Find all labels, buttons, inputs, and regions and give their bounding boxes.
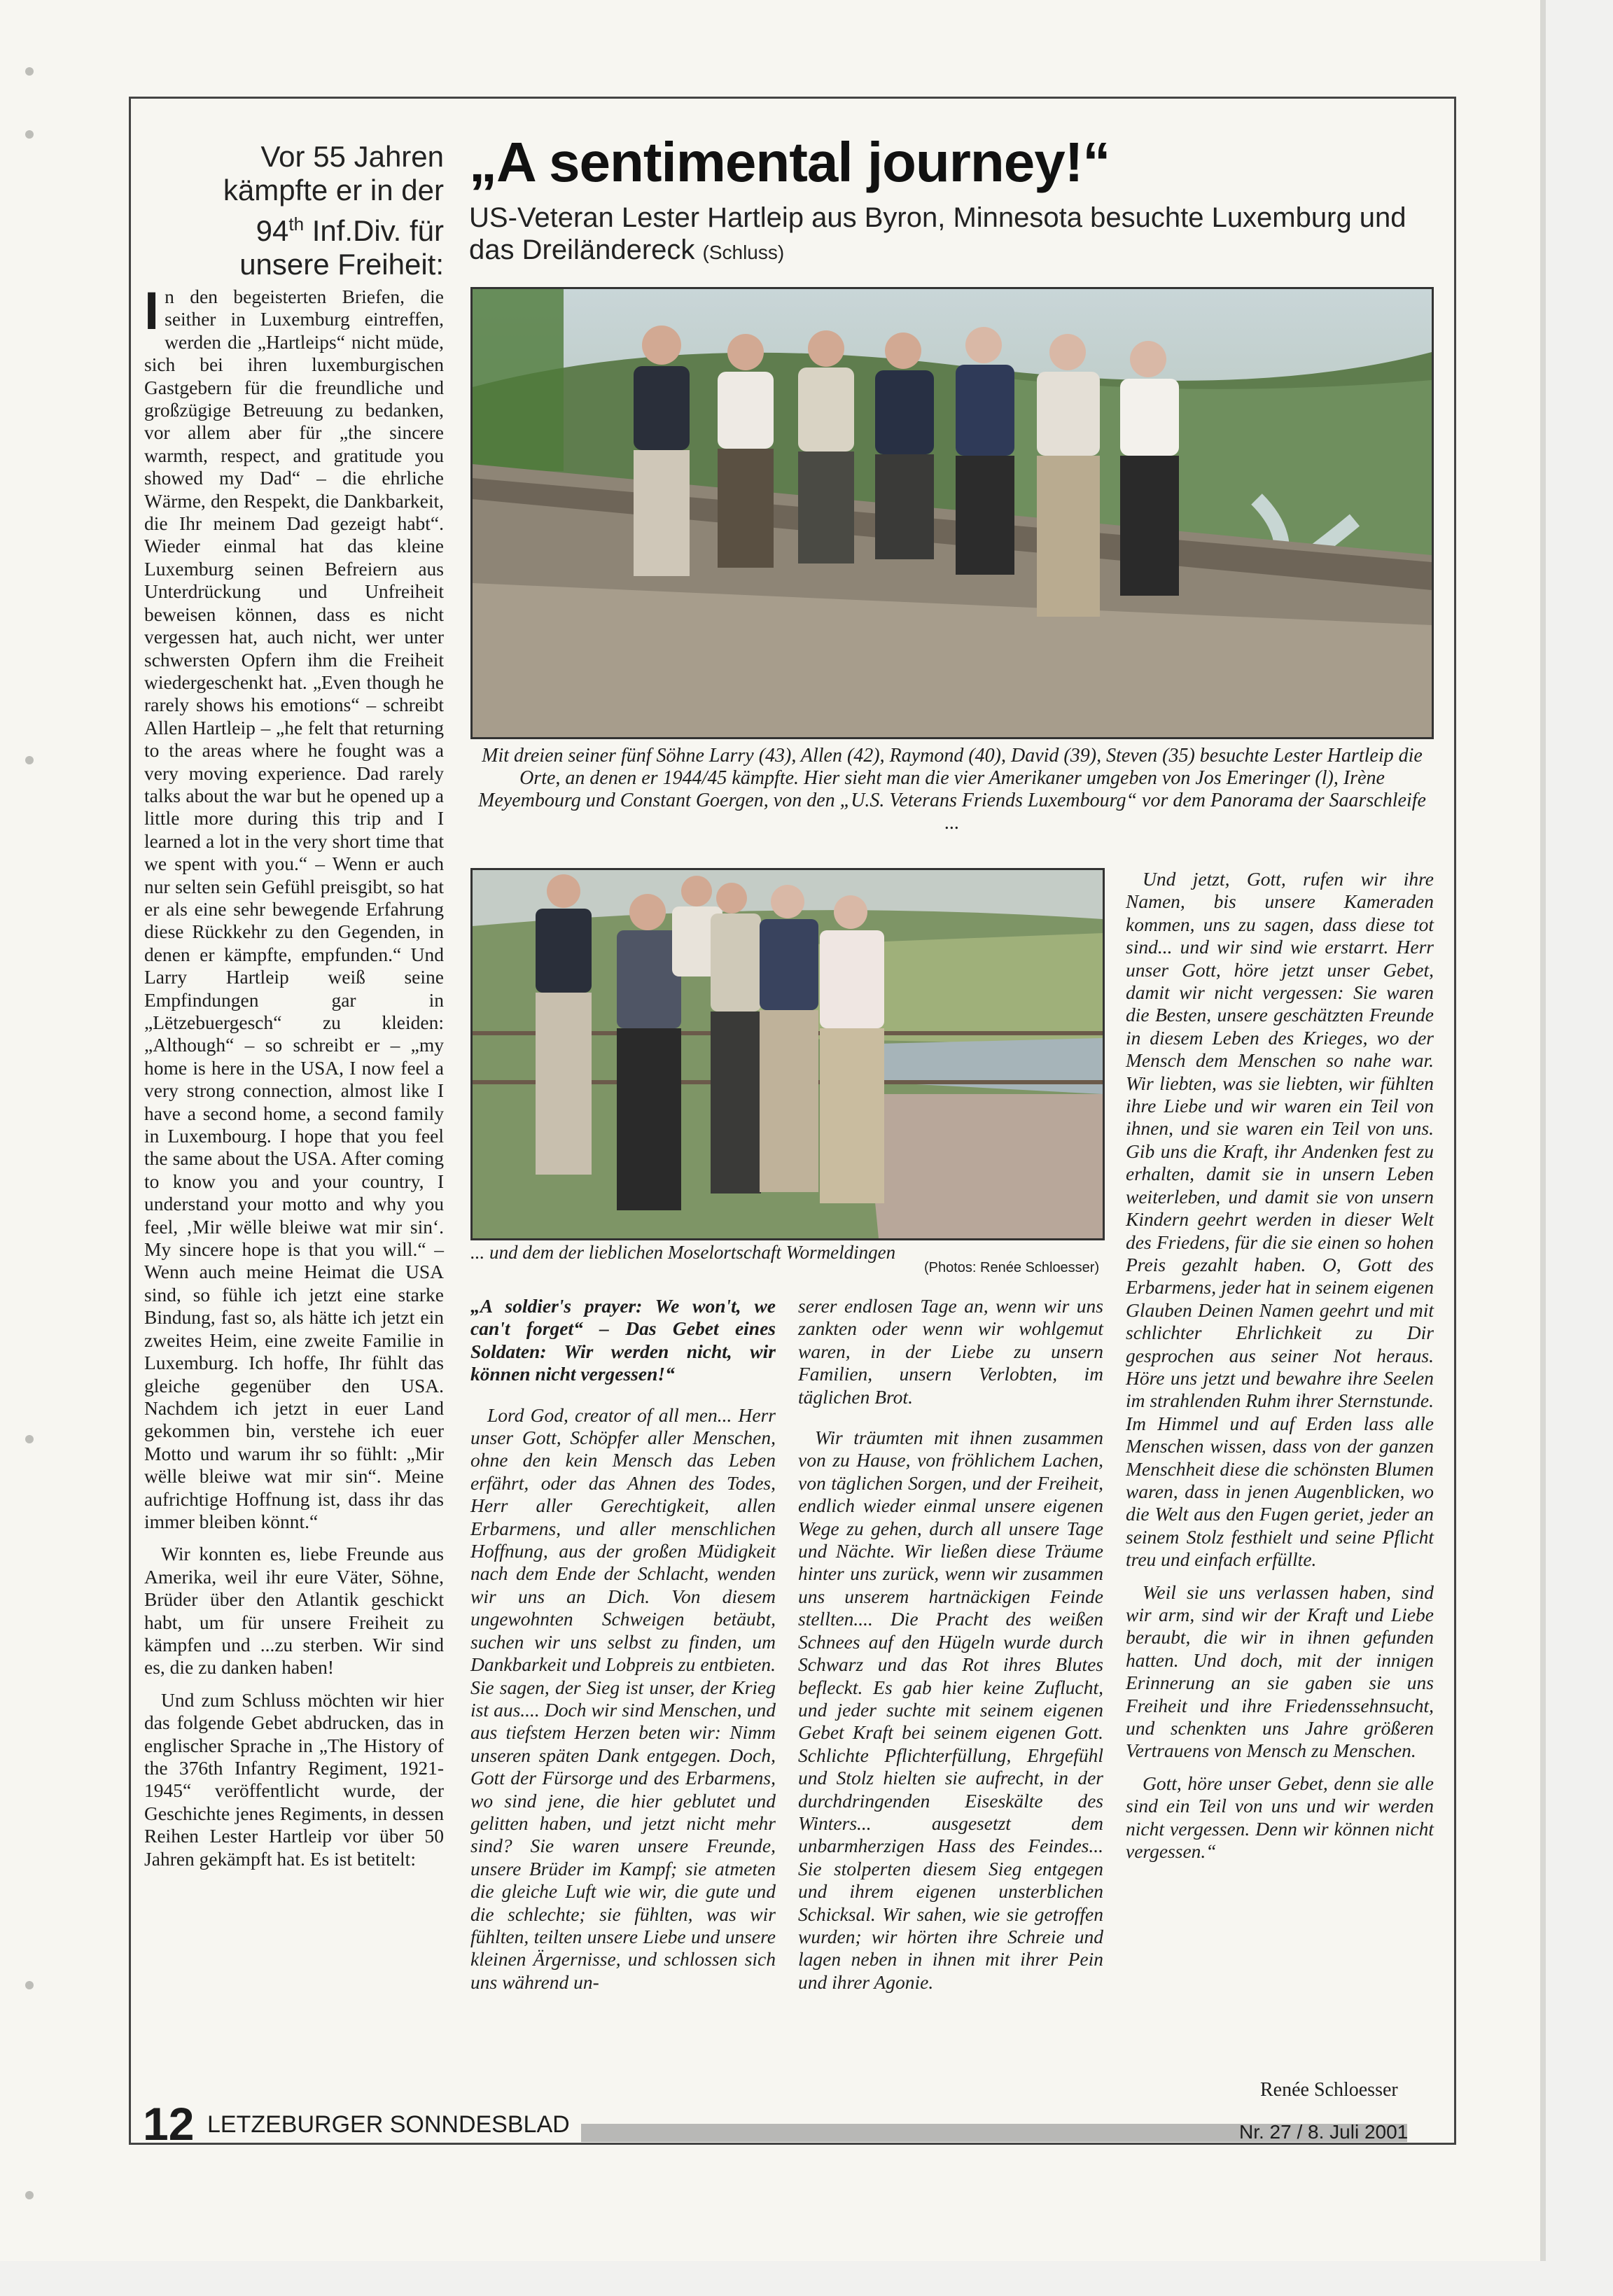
article-subtitle: US-Veteran Lester Hartleip aus Byron, Minnesota besuchte Luxemburg und das Dreiländereck (Schluss) [469,202,1406,265]
prayer-intro: „A soldier's prayer: We won't, we can't forget“ – Das Gebet eines Soldaten: Wir werden nicht, wir können nicht vergessen!“ [470,1295,776,1385]
lead-paragraph: In den begeisterten Briefen, die seither in Luxemburg eintreffen, werden die „Hartleips“ nicht müde, sich bei ihren luxemburgischen Gastgebern für die freundliche und großzügige Betreuung zu bedanken, vor allem aber für „the sincere warmth, respect, and gratitude you showed my Dad“ – die ehrliche Wärme, den Respekt, die Dankbarkeit, die Ihr meinem Dad gezeigt habt“. Wieder einmal hat das kleine Luxemburg seinen Befreiern aus Unterdrückung und Unfreiheit beweisen können, dass es nicht vergessen hat, auch nicht, wer unter schwersten Opfern ihm die Freiheit wiedergeschenkt hat. „Even though he rarely shows his emotions“ – schreibt Allen Hartleip – „he felt that returning to the areas where he fought was a very moving experience. Dad rarely talks about the war but he opened up a little more during this trip and I learned a lot in the very short time that we spent with you.“ – Wenn er auch nur selten sein Gefühl preisgibt, so hat er als eine sehr bewegende Erfahrung diese Rückkehr zu den Gegenden, in denen er kämpfte, empfunden.“ Und Larry Hartleip weiß seine Empfindungen gar in „Lëtzebuergesch“ zu kleiden: „Although“ – so schreibt er – „my home is here in the USA, I now feel a very strong connection, almost like I have a second home, a second family in Luxembourg. I hope that you feel the same about the USA. After coming to know you and your country, I understand your motto and why you feel, ‚Mir wëlle bleiwe wat mir sin‘. My sincere hope is that you will.“ – Wenn auch meine Heimat die USA sind, so fühle ich jetzt eine starke Bindung, fast so, als hätte ich jetzt ein zweites Heim, eine zweite Familie in Luxemburg. Ich hoffe, Ihr fühlt das gleiche gegenüber den USA. Nachdem ich jetzt in euer Land gekommen bin, verstehe ich euer Motto und warum ihr so fühlt: „Mir wëlle bleiwe wat mir sin“. Meine aufrichtige Hoffnung ist, dass ihr das immer bleiben könnt.“ [144,281,444,1532]
prayer-paragraph: serer endlosen Tage an, wenn wir uns zankten oder wenn wir wohlgemut waren, in der Liebe zu unsern Familien, unsern Verlobten, im täglichen Brot. [798,1295,1103,1408]
prayer-paragraph: Gott, höre unser Gebet, denn sie alle sind ein Teil von uns und wir werden nicht vergessen. Denn wir können nicht vergessen.“ [1126,1772,1434,1863]
prayer-paragraph: Lord God, creator of all men... Herr unser Gott, Schöpfer aller Menschen, ohne den kein Mensch das Leben erfährt, oder das Ahnen des Todes, Herr aller Gerechtigkeit, allen Erbarmens, und aller menschlichen Hoffnung, aus der großen Müdigkeit nach dem Ende der Schlacht, wenden wir uns an Dich. Von diesem ungewohnten Schweigen betäubt, suchen wir uns selbst zu finden, um Dankbarkeit und Lobpreis zu entbieten. Sie sagen, der Sieg ist unser, der Krieg ist aus.... Doch wir sind Menschen, und aus tiefstem Herzen beten wir: Nimm unseren späten Dank entgegen. Doch, Gott der Fürsorge und des Erbarmens, wo sind jene, die hier geblutet und gelitten haben, und jetzt nicht mehr sind? Sie waren unsere Freunde, unsere Brüder im Kampf; sie atmeten die gleiche Luft wie wir, die gute und die schlechte; sie fühlten, was wir fühlten, teilten unsere Liebe und unsere kleinen Ärgernisse, und schlossen sich uns während un- [470,1404,776,1993]
punch-hole [25,1981,34,1989]
prayer-paragraph: Und jetzt, Gott, rufen wir ihre Namen, bis unsere Kameraden kommen, uns zu sagen, dass diese tot sind... und wir sind wie erstarrt. Herr unser Gott, höre jetzt unser Gebet, damit wir nicht vergessen: Sie waren die Besten, unsere geschätzten Freunde in diesem Leben des Krieges, wo der Mensch dem Menschen so nahe war. Wir liebten, was sie liebten, wir fühlten ihre Liebe und wir waren ein Teil von ihnen, und sie waren ein Teil von uns. Gib uns die Kraft, ihr Andenken fest zu erhalten, damit sie in unsern Leben weiterleben, und damit sie von unsern Kindern geehrt werden in dieser Welt des Friedens, für die sie einen so hohen Preis gezahlt haben. O, Gott des Erbarmens, jeder hat in seinem eigenen Glauben Deinen Namen geehrt und mit schlichter Ehrlichkeit zu Dir gesprochen aus seiner Not heraus. Höre uns jetzt und bewahre ihre Seelen im strahlenden Ruhm ihrer Sternstunde. Im Himmel und auf Erden lass alle Menschen wissen, dass von der ganzen Menschheit diese die schönsten Blumen waren, dass in jenen Augenblicken, wo die Welt aus den Fugen geriet, jeder an seinem Stolz festhielt und seine Pflicht treu und einfach erfüllte. [1126,868,1434,1571]
photo-credit: (Photos: Renée Schloesser) [924,1260,1100,1275]
author-signature: Renée Schloesser [1260,2079,1398,2101]
punch-hole [25,130,34,139]
kicker-line: unsere Freiheit: [239,248,444,281]
drop-cap: I [144,281,160,341]
newspaper-name: LETZEBURGER SONNDESBLAD [207,2111,570,2138]
lead-paragraph: Und zum Schluss möchten wir hier das folgende Gebet abdrucken, das in englischer Sprache in „The History of the 376th Infantry Regiment, 1921-1945“ veröffentlicht wurde, der Geschichte jenes Regiments, in dessen Reihen Lester Hartleip vor über 50 Jahren gekämpft hat. Es ist betitelt: [144,1688,444,1870]
page-number: 12 [143,2098,195,2150]
prayer-paragraph: Weil sie uns verlassen haben, sind wir arm, sind wir der Kraft und Liebe beraubt, die wir in ihnen gefunden hatten. Und doch, mit der innigen Erinnerung an sie gaben sie uns Freiheit und ihre Friedenssehnsucht, und schenkten uns Jahre größeren Vertrauens von Mensch zu Menschen. [1126,1581,1434,1762]
kicker-headline [147,140,444,281]
kicker-line: Vor 55 Jahren [260,140,444,173]
punch-hole [25,1435,34,1443]
kicker-line: kämpfte er in der [223,174,444,206]
photo-caption: Mit dreien seiner fünf Söhne Larry (43), Allen (42), Raymond (40), David (39), Steven (35) besuchte Lester Hartleip die Orte, an denen er 1944/45 kämpfte. Hier sieht man die vier Amerikaner umgeben von Jos Emeringer (l), Irène Meyembourg und Constant Goergen, von den „U.S. Veterans Friends Luxembourg“ vor dem Panorama der Saarschleife ... [478,745,1426,834]
prayer-column [1126,868,1434,1872]
punch-hole [25,2191,34,2199]
photo-wormeldingen [470,868,1105,1240]
prayer-column [798,1295,1103,2003]
punch-hole [25,756,34,764]
prayer-column [470,1295,776,2003]
lead-paragraph: Wir konnten es, liebe Freunde aus Amerika, weil ihr eure Väter, Söhne, Brüder über den Atlantik geschickt habt, um für unsere Freiheit zu kämpfen und ...zu sterben. Wir sind es, die zu danken haben! [144,1543,444,1679]
article-title: „A sentimental journey!“ [469,131,1110,193]
photo-saarschleife [470,287,1434,739]
punch-hole [25,67,34,76]
kicker-line: 94th Inf.Div. für [256,214,444,247]
issue-date: Nr. 27 / 8. Juli 2001 [1239,2121,1409,2143]
photo-caption: ... und dem der lieblichen Moselortschaft Wormeldingen [470,1242,896,1263]
prayer-paragraph: Wir träumten mit ihnen zusammen von zu Hause, von fröhlichem Lachen, von täglichen Sorgen, und der Freiheit, endlich wieder einmal unsere eigenen Wege zu gehen, durch all unsere Tage und Nächte. Wir ließen diese Träume hinter uns zurück, wenn wir zusammen uns unserem hartnäckigen Feinde stellten.... Die Pracht des weißen Schnees auf den Hügeln wurde durch Schwarz und das Rot ihres Blutes befleckt. Es gab hier keine Zuflucht, und jeder suchte mit seinem eigenen Gebet Kraft bei seinem eigenen Gott. Schlichte Pflichterfüllung, Ehrgefühl und Stolz hielten sie aufrecht, in der durchdringenden Eiseskälte des Winters... ausgesetzt dem unbarmherzigen Hass des Feindes... Sie stolperten diesem Sieg entgegen und ihrem eigenen unsterblichen Schicksal. Wir sahen, wie sie getroffen wurden; wir hörten ihre Schreie und lagen neben in ihnen mit ihrer Pein und ihrer Agonie. [798,1427,1103,1993]
lead-column [144,281,444,1880]
